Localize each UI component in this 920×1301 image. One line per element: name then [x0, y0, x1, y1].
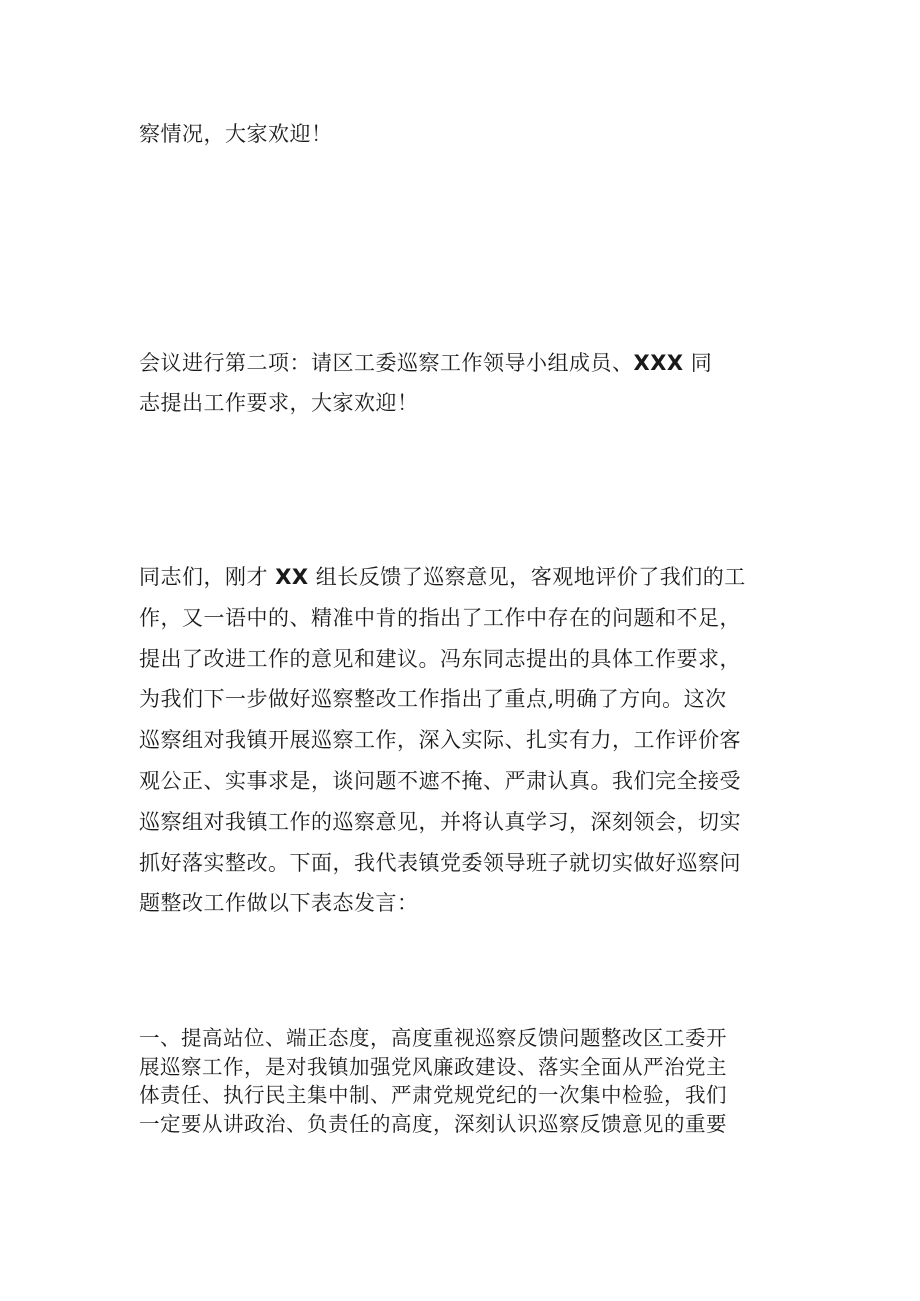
text-segment: 同 — [683, 351, 713, 375]
text-segment: 同志们，刚才 — [139, 565, 276, 589]
text-line: 观公正、实事求是，谈问题不遮不掩、严肃认真。我们完全接受 — [139, 768, 741, 793]
text-line: 一、提高站位、端正态度，高度重视巡察反馈问题整改区工委开 — [139, 1026, 727, 1050]
text-segment: 组长反馈了巡察意见，客观地评价了我们的工 — [308, 565, 746, 589]
text-line: 一定要从讲政治、负责任的高度，深刻认识巡察反馈意见的重要 — [139, 1111, 727, 1136]
text-line: 体责任、执行民主集中制、严肃党规党纪的一次集中检验，我们 — [139, 1083, 727, 1107]
text-line: 志提出工作要求，大家欢迎！ — [139, 391, 419, 415]
paragraph-closing-fragment — [139, 118, 804, 150]
placeholder-name: XX — [275, 565, 309, 589]
text-line: 作，又一语中的、精准中肯的指出了工作中存在的问题和不足， — [139, 605, 741, 630]
text-segment: 会议进行第二项：请区工委巡察工作领导小组成员、 — [139, 351, 634, 375]
text-line: 提出了改进工作的意见和建议。冯东同志提出的具体工作要求， — [139, 646, 741, 671]
paragraph-section-one — [139, 1024, 804, 1138]
text-line: 题整改工作做以下表态发言： — [139, 891, 419, 916]
text-line — [139, 343, 804, 383]
text-line: 抓好落实整改。下面，我代表镇党委领导班子就切实做好巡察问 — [139, 850, 741, 875]
text-line — [139, 557, 804, 598]
placeholder-name: XXX — [633, 351, 684, 375]
paragraph-agenda-item-two — [139, 343, 804, 423]
text-line: 为我们下一步做好巡察整改工作指出了重点,明确了方向。这次 — [139, 687, 727, 712]
text-line: 察情况，大家欢迎！ — [139, 122, 333, 146]
paragraph-response-speech — [139, 557, 804, 924]
text-line: 巡察组对我镇开展巡察工作，深入实际、扎实有力，工作评价客 — [139, 728, 741, 753]
text-line: 巡察组对我镇工作的巡察意见，并将认真学习，深刻领会，切实 — [139, 809, 741, 834]
text-line: 展巡察工作，是对我镇加强党风廉政建设、落实全面从严治党主 — [139, 1054, 727, 1079]
